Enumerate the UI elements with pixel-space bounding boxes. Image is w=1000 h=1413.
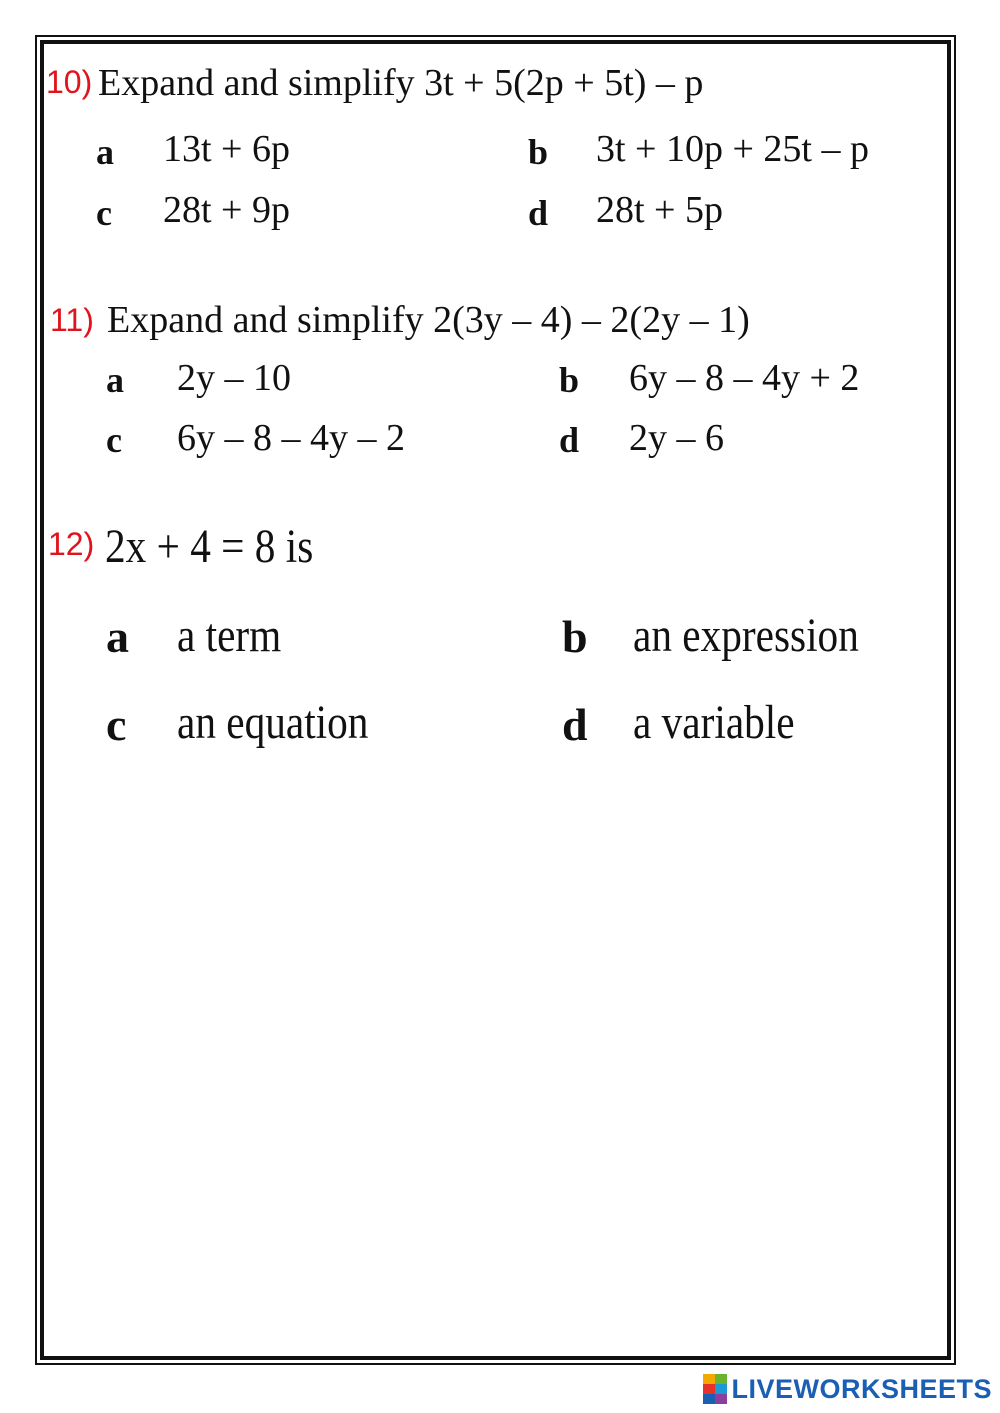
option-text: 2y – 10 bbox=[177, 357, 291, 399]
option-letter: b bbox=[559, 360, 580, 400]
option-letter: d bbox=[562, 699, 588, 750]
option-letter: a bbox=[96, 132, 114, 172]
option-letter: b bbox=[562, 611, 588, 662]
option-text: 6y – 8 – 4y + 2 bbox=[629, 357, 860, 399]
option-text: a term bbox=[177, 609, 282, 662]
option-letter: d bbox=[528, 193, 549, 233]
option-text: 2y – 6 bbox=[629, 417, 724, 459]
option-text: 28t + 9p bbox=[163, 189, 290, 231]
option-text: an equation bbox=[177, 696, 369, 749]
question-stem: Expand and simplify 2(3y – 4) – 2(2y – 1) bbox=[107, 299, 750, 341]
liveworksheets-logo-icon bbox=[703, 1374, 727, 1404]
option-text: an expression bbox=[633, 609, 859, 662]
brand-name: LIVEWORKSHEETS bbox=[731, 1373, 992, 1404]
option-letter: a bbox=[106, 360, 124, 400]
option-text: 28t + 5p bbox=[596, 189, 723, 231]
option-text: 3t + 10p + 25t – p bbox=[596, 128, 869, 170]
option-text: a variable bbox=[633, 696, 795, 749]
question-number: 12) bbox=[48, 526, 95, 562]
option-text: 6y – 8 – 4y – 2 bbox=[177, 417, 405, 459]
option-letter: a bbox=[106, 611, 129, 662]
question-number: 11) bbox=[50, 302, 94, 338]
liveworksheets-branding bbox=[703, 1369, 992, 1409]
question-number: 10) bbox=[46, 64, 93, 100]
option-letter: c bbox=[96, 193, 112, 233]
option-letter: c bbox=[106, 420, 122, 460]
option-letter: c bbox=[106, 699, 127, 750]
option-text: 13t + 6p bbox=[163, 128, 290, 170]
option-letter: b bbox=[528, 132, 549, 172]
question-stem: 2x + 4 = 8 is bbox=[105, 520, 314, 573]
option-letter: d bbox=[559, 420, 580, 460]
question-stem: Expand and simplify 3t + 5(2p + 5t) – p bbox=[98, 62, 704, 104]
